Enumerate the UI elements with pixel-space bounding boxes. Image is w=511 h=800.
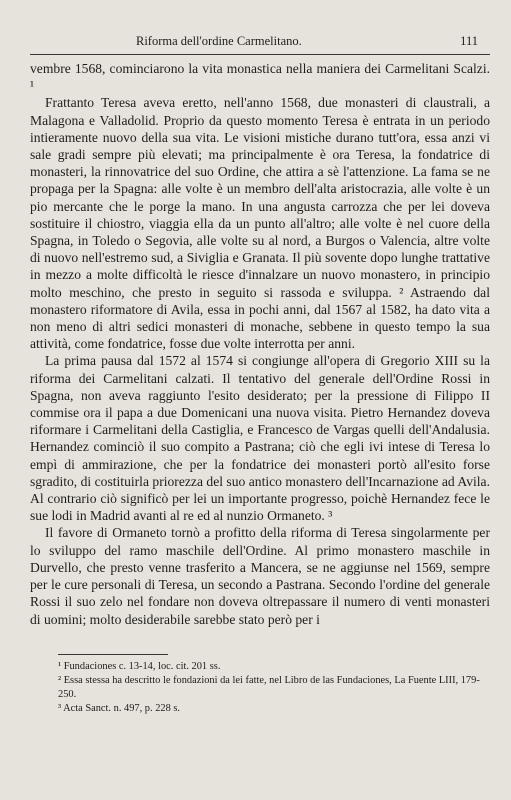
paragraph-continued: vembre 1568, cominciarono la vita monastica nella maniera dei Carmelitani Scalzi. ¹ <box>30 61 490 94</box>
page-number: 111 <box>460 34 478 48</box>
paragraph: Il favore di Ormaneto tornò a profitto della riforma di Teresa singolarmente per lo sviluppo del ramo maschile dell'Ordine. Al primo monastero maschile in Durvello, che presto venne trasferito a Mancera, se ne aggiunse nel 1569, sempre per le cure personali di Teresa, un secondo a Pastrana. Secondo l'ordine del generale Rossi il suo zelo nel fondare non doveva oltrepassare il numero di venti monasteri di uomini; molto desiderabile sarebbe stato però per i <box>30 525 490 627</box>
footnote-rule <box>58 654 168 655</box>
paragraph: Frattanto Teresa aveva eretto, nell'anno 1568, due monasteri di claustrali, a Malagona e Valladolid. Proprio da questo momento Teresa è entrata in un periodo intieramente nuovo della sua vita. Le visioni mistiche durano tutt'ora, essa anzi vi sale gradi sempre più elevati; ma principalmente è ora Teresa, la fondatrice di monasteri, la rinnovatrice del suo Ordine, che attira a sè l'attenzione. La fama se ne propaga per la Spagna: alle volte è un membro dell'alta aristocrazia, alle volte è un pio mercante che le porge la mano. In una angusta carrozza che per lei doveva sostituire il chiostro, viaggia ella da un punto all'altro; alle volte è nel cuore della Spagna, in Toledo o Segovia, alle volte su al nord, a Burgos o Valencia, altre volte di nuovo nell'estremo sud, a Siviglia e Granata. Il più sovente dopo lunghe trattative in mezzo a molte difficoltà le riesce d'innalzare un nuovo monastero, in principio molto meschino, che presto in seguito si rassoda e sviluppa. ² Astraendo dal monastero riformatore di Avila, essa in pochi anni, dal 1567 al 1582, ha dato vita a non meno di altri sedici monasteri di monache, sebbene in questo tempo la sua attività, come fondatrice, fosse due volte interrotta per anni. <box>30 95 490 352</box>
main-text <box>30 60 490 628</box>
paragraph: La prima pausa dal 1572 al 1574 si congiunge all'opera di Gregorio XIII su la riforma dei Carmelitani calzati. Il tentativo del generale dell'Ordine Rossi in Spagna, non aveva raggiunto l'esito desiderato; per la pressione di Filippo II commise ora il papa a due Domenicani una nuova visita. Pietro Hernandez doveva riformare i Carmelitani della Castiglia, e Francesco de Vargas quelli dell'Andalusia. Hernandez cominciò il suo compito a Pastrana; ciò che egli ivi intese di Teresa lo empì di ammirazione, che per la fondatrice dei monasteri portò all'esito forse sgradito, di costituirla priorezza del suo antico monastero dell'Incarnazione ad Avila. Al contrario ciò significò per lei un importante progresso, poichè Hernandez fece le sue lodi in Madrid avanti al re ed al nunzio Ormaneto. ³ <box>30 353 490 524</box>
running-title: Riforma dell'ordine Carmelitano. <box>136 34 302 48</box>
footnotes <box>58 660 490 716</box>
footnote-1: ¹ Fundaciones c. 13-14, loc. cit. 201 ss. <box>58 661 221 672</box>
footnote-3: ³ Acta Sanct. n. 497, p. 228 s. <box>58 703 181 714</box>
running-header <box>34 34 484 50</box>
footnote-2: ² Essa stessa ha descritto le fondazioni da lei fatte, nel Libro de las Fundaciones, La Fuente LIII, 179-250. <box>58 675 480 700</box>
header-rule <box>30 54 490 55</box>
